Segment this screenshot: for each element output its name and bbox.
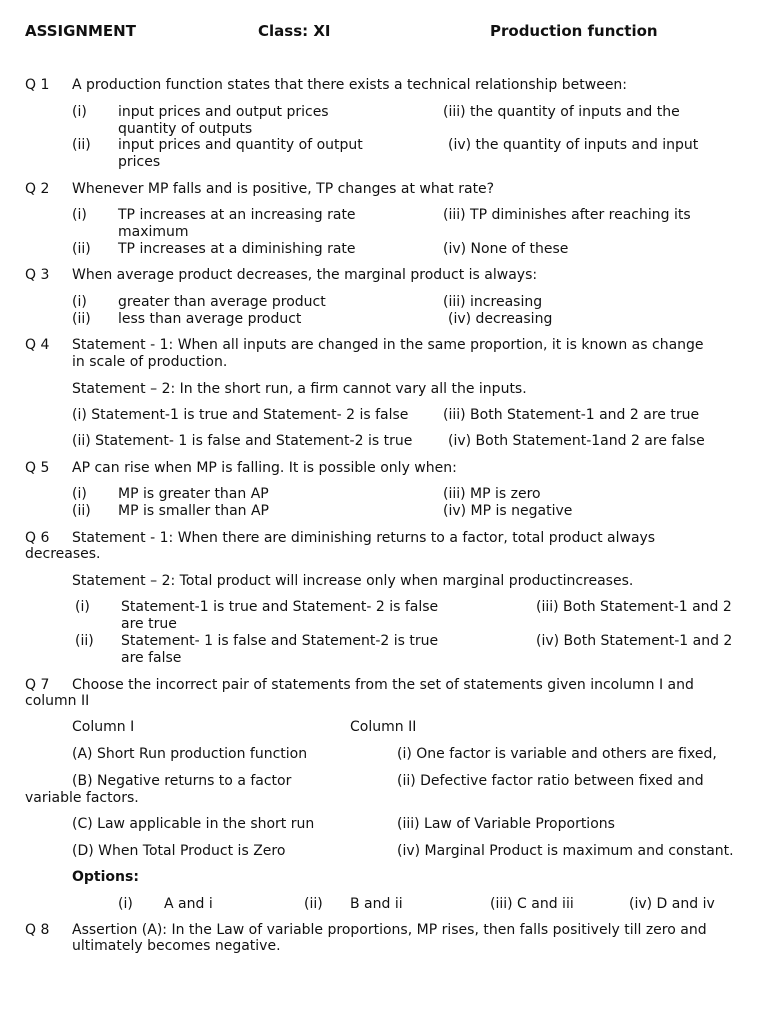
question-number: Q 7	[25, 677, 50, 693]
option-marker: (i)	[72, 486, 87, 502]
column-1-header: Column I	[72, 719, 135, 735]
column-2-item: (ii) Defective factor ratio between fixed and	[397, 773, 704, 789]
option-ii: less than average product	[118, 311, 302, 327]
option-iii: (iii) the quantity of inputs and the	[443, 104, 680, 120]
question-number: Q 2	[25, 181, 50, 197]
question-text: Whenever MP falls and is positive, TP changes at what rate?	[72, 181, 495, 197]
question-number: Q 1	[25, 77, 50, 93]
statement-1: Statement - 1: When all inputs are changed in the same proportion, it is known as change	[72, 337, 704, 353]
question-text: When average product decreases, the marginal product is always:	[72, 267, 538, 283]
option-marker: (i)	[72, 207, 87, 223]
option-marker: (ii)	[72, 503, 91, 519]
question-text: A production function states that there exists a technical relationship between:	[72, 77, 628, 93]
option-continuation: prices	[118, 154, 161, 170]
option-marker: (i)	[75, 599, 90, 615]
statement-2: Statement – 2: In the short run, a firm cannot vary all the inputs.	[72, 381, 527, 397]
column-1-item: (B) Negative returns to a factor	[72, 773, 292, 789]
option-i: MP is greater than AP	[118, 486, 269, 502]
option-iv: (iv) None of these	[443, 241, 569, 257]
option-iii: (iii) Both Statement-1 and 2	[536, 599, 732, 615]
option-continuation: are false	[121, 650, 182, 666]
option-iv: (iv) Both Statement-1 and 2	[536, 633, 733, 649]
option-iii: (iii) TP diminishes after reaching its	[443, 207, 691, 223]
option-iii: (iii) increasing	[443, 294, 543, 310]
statement-1: Statement - 1: When there are diminishing returns to a factor, total product always	[72, 530, 656, 546]
option-marker: (ii)	[72, 137, 91, 153]
option-ii: B and ii	[350, 896, 403, 912]
column-2-item: (iii) Law of Variable Proportions	[397, 816, 615, 832]
column-1-item: (D) When Total Product is Zero	[72, 843, 286, 859]
option-i: (i) Statement-1 is true and Statement- 2 is false	[72, 407, 409, 423]
question-text: Choose the incorrect pair of statements from the set of statements given incolumn I and	[72, 677, 694, 693]
column-2-header: Column II	[350, 719, 417, 735]
column-1-item: (C) Law applicable in the short run	[72, 816, 315, 832]
question-text-continuation: column II	[25, 693, 90, 709]
statement-1-continuation: decreases.	[25, 546, 101, 562]
option-iv: (iv) D and iv	[629, 896, 715, 912]
option-marker: (ii)	[304, 896, 323, 912]
column-2-item: (i) One factor is variable and others are fixed,	[397, 746, 717, 762]
option-marker: (i)	[72, 104, 87, 120]
question-number: Q 4	[25, 337, 50, 353]
question-number: Q 8	[25, 922, 50, 938]
option-i: Statement-1 is true and Statement- 2 is false	[121, 599, 439, 615]
assertion-continuation: ultimately becomes negative.	[72, 938, 281, 954]
column-2-continuation: variable factors.	[25, 790, 139, 806]
statement-1-continuation: in scale of production.	[72, 354, 228, 370]
option-continuation: quantity of outputs	[118, 121, 253, 137]
class-label: Class: XI	[258, 22, 331, 40]
topic-title: Production function	[490, 22, 658, 40]
option-marker: (ii)	[72, 241, 91, 257]
option-continuation: maximum	[118, 224, 189, 240]
question-number: Q 5	[25, 460, 50, 476]
option-i: input prices and output prices	[118, 104, 329, 120]
option-iii: (iii) C and iii	[490, 896, 574, 912]
option-iv: (iv) MP is negative	[443, 503, 573, 519]
assertion: Assertion (A): In the Law of variable proportions, MP rises, then falls positively till zero and	[72, 922, 707, 938]
option-ii: Statement- 1 is false and Statement-2 is true	[121, 633, 439, 649]
question-number: Q 6	[25, 530, 50, 546]
option-continuation: are true	[121, 616, 177, 632]
option-i: TP increases at an increasing rate	[118, 207, 356, 223]
option-ii: input prices and quantity of output	[118, 137, 363, 153]
assignment-title: ASSIGNMENT	[25, 22, 136, 40]
option-i: A and i	[164, 896, 213, 912]
option-marker: (i)	[72, 294, 87, 310]
option-ii: (ii) Statement- 1 is false and Statement-2 is true	[72, 433, 413, 449]
question-number: Q 3	[25, 267, 50, 283]
option-marker: (ii)	[72, 311, 91, 327]
column-1-item: (A) Short Run production function	[72, 746, 308, 762]
option-marker: (i)	[118, 896, 133, 912]
option-ii: TP increases at a diminishing rate	[118, 241, 356, 257]
option-marker: (ii)	[75, 633, 94, 649]
question-text: AP can rise when MP is falling. It is possible only when:	[72, 460, 457, 476]
option-iv: (iv) the quantity of inputs and input	[448, 137, 699, 153]
option-iv: (iv) Both Statement-1and 2 are false	[448, 433, 705, 449]
column-2-item: (iv) Marginal Product is maximum and constant.	[397, 843, 734, 859]
option-iii: (iii) MP is zero	[443, 486, 541, 502]
option-ii: MP is smaller than AP	[118, 503, 269, 519]
option-iii: (iii) Both Statement-1 and 2 are true	[443, 407, 700, 423]
option-i: greater than average product	[118, 294, 326, 310]
statement-2: Statement – 2: Total product will increase only when marginal productincreases.	[72, 573, 634, 589]
option-iv: (iv) decreasing	[448, 311, 553, 327]
options-label: Options:	[72, 869, 139, 885]
